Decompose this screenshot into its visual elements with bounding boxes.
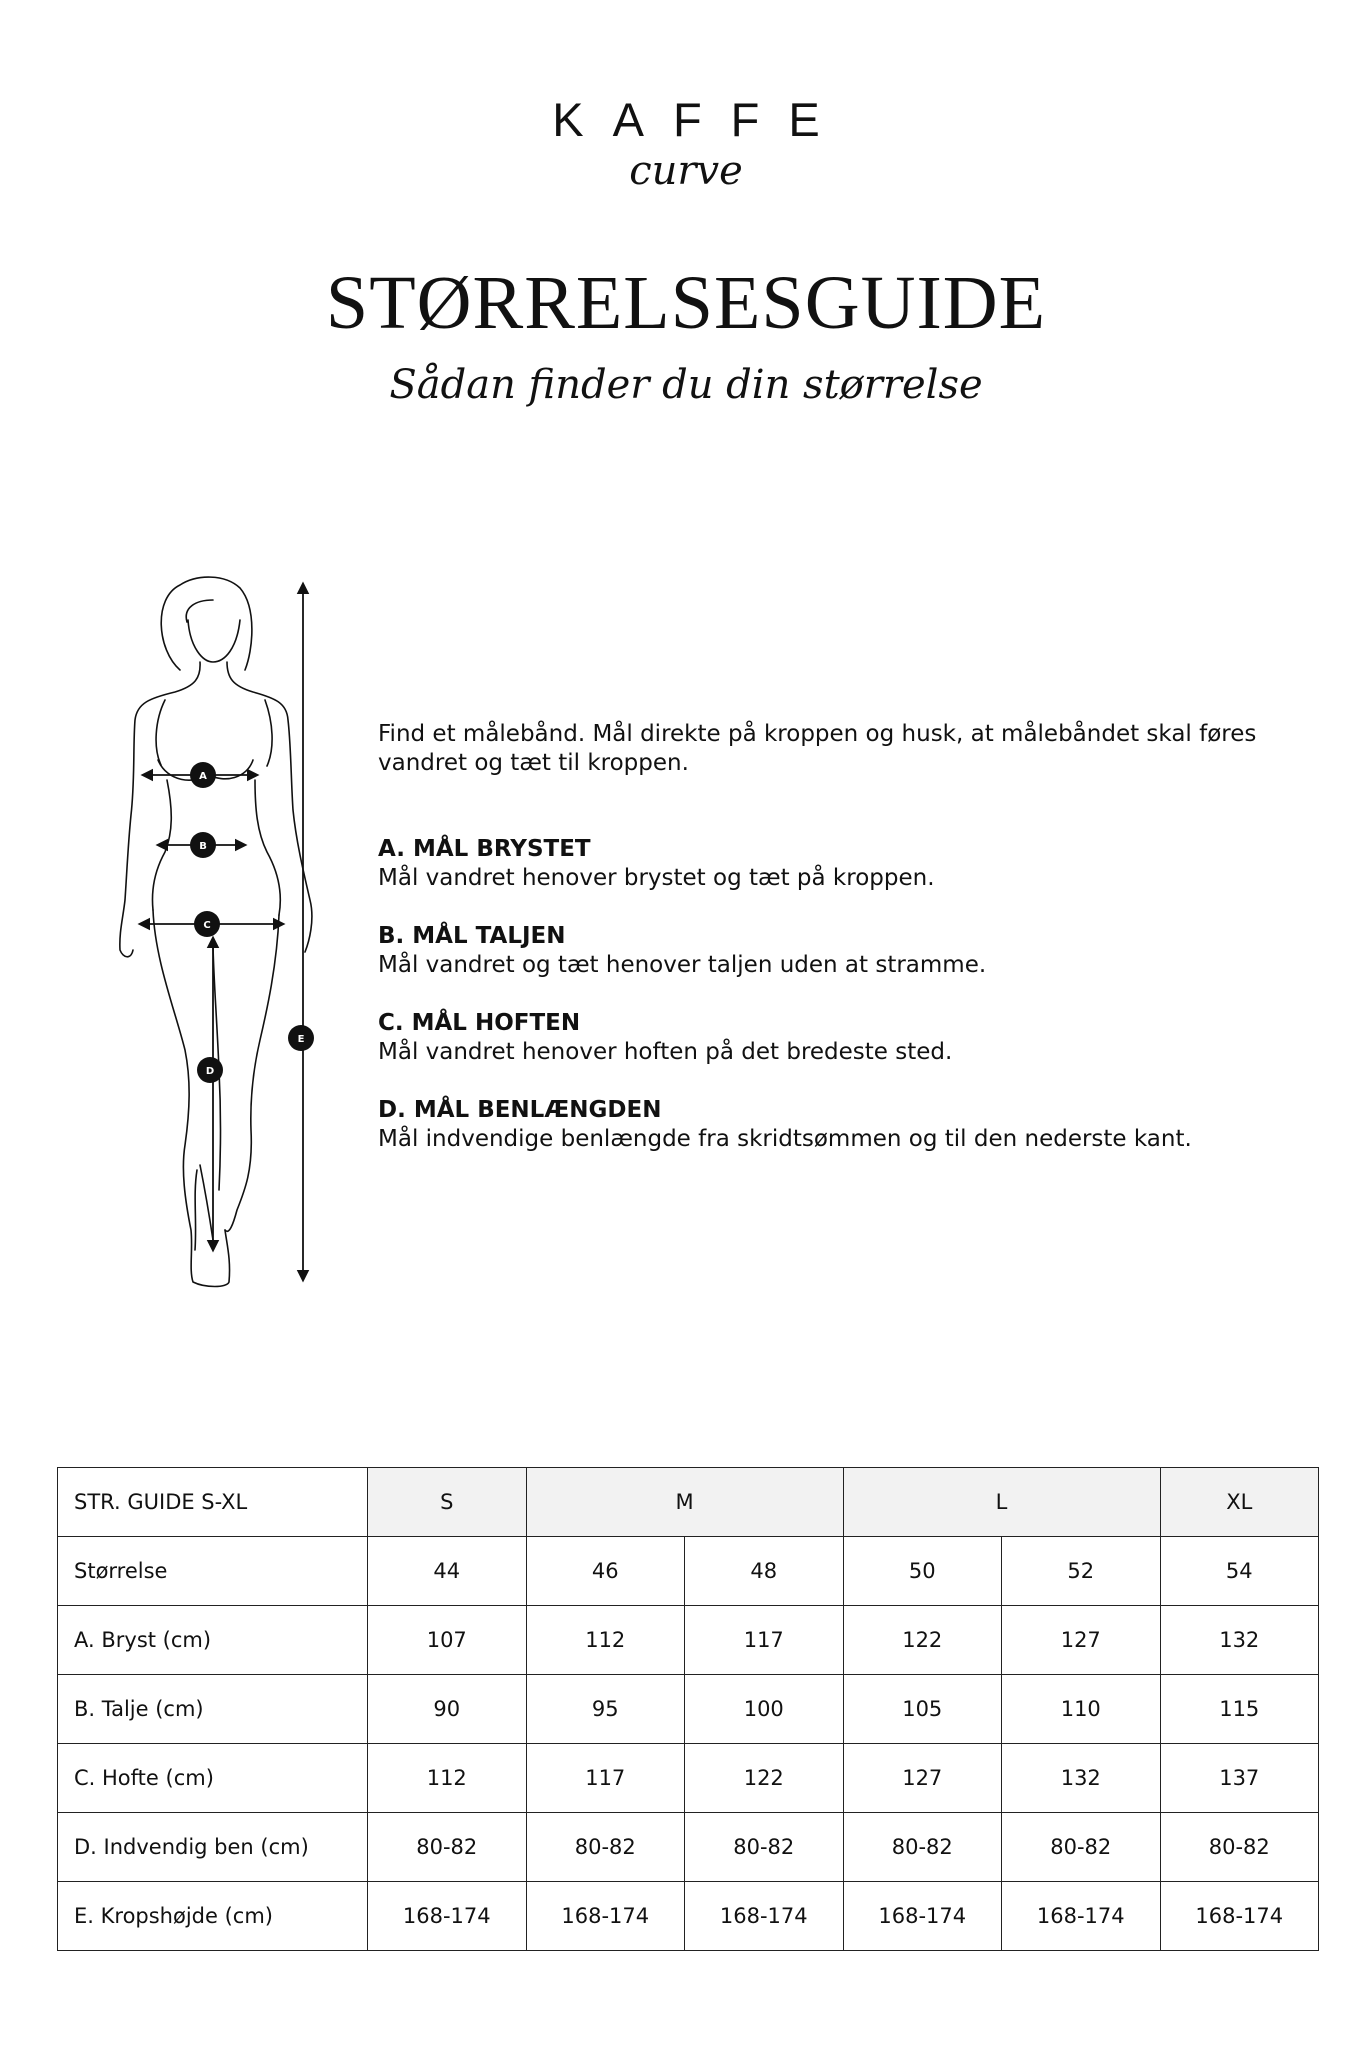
table-cell: 110 xyxy=(1002,1675,1161,1744)
step-text: Mål vandret og tæt henover taljen uden at stramme. xyxy=(378,952,987,978)
table-cell: 95 xyxy=(526,1675,685,1744)
table-cell: 50 xyxy=(843,1537,1002,1606)
table-row xyxy=(58,1537,1319,1606)
step-heading: B. MÅL TALJEN xyxy=(378,923,566,949)
svg-text:D: D xyxy=(205,1066,215,1077)
brand-sub-logo: curve xyxy=(629,148,743,194)
step-text: Mål vandret henover brystet og tæt på kroppen. xyxy=(378,865,935,891)
table-row xyxy=(58,1744,1319,1813)
marker-a xyxy=(190,762,216,788)
intro-text: Find et målebånd. Mål direkte på kroppen og husk, at målebåndet skal føres vandret og tæt til kroppen. xyxy=(378,721,1257,776)
svg-text:B: B xyxy=(199,841,207,852)
table-cell: 168-174 xyxy=(843,1882,1002,1951)
row-label: B. Talje (cm) xyxy=(58,1675,368,1744)
table-cell: 80-82 xyxy=(1160,1813,1319,1882)
row-label: C. Hofte (cm) xyxy=(58,1744,368,1813)
size-header-m: M xyxy=(526,1468,843,1537)
table-cell: 80-82 xyxy=(685,1813,844,1882)
table-cell: 122 xyxy=(685,1744,844,1813)
brand-logo: KAFFE xyxy=(552,93,849,146)
table-cell: 107 xyxy=(368,1606,527,1675)
table-cell: 117 xyxy=(526,1744,685,1813)
table-cell: 48 xyxy=(685,1537,844,1606)
marker-e xyxy=(288,1025,314,1051)
table-row xyxy=(58,1606,1319,1675)
table-cell: 44 xyxy=(368,1537,527,1606)
table-cell: 168-174 xyxy=(685,1882,844,1951)
table-cell: 168-174 xyxy=(368,1882,527,1951)
table-corner: STR. GUIDE S-XL xyxy=(58,1468,368,1537)
svg-text:E: E xyxy=(297,1034,305,1045)
size-header-xl: XL xyxy=(1160,1468,1319,1537)
table-cell: 80-82 xyxy=(843,1813,1002,1882)
table-cell: 115 xyxy=(1160,1675,1319,1744)
table-cell: 112 xyxy=(368,1744,527,1813)
table-cell: 80-82 xyxy=(1002,1813,1161,1882)
step-heading: A. MÅL BRYSTET xyxy=(378,836,591,862)
table-cell: 127 xyxy=(1002,1606,1161,1675)
table-cell: 117 xyxy=(685,1606,844,1675)
table-cell: 54 xyxy=(1160,1537,1319,1606)
table-cell: 80-82 xyxy=(526,1813,685,1882)
table-cell: 52 xyxy=(1002,1537,1161,1606)
table-cell: 46 xyxy=(526,1537,685,1606)
body-measurement-figure xyxy=(95,570,335,1300)
table-cell: 168-174 xyxy=(1002,1882,1161,1951)
size-table xyxy=(57,1467,1319,1951)
marker-d xyxy=(197,1057,223,1083)
table-cell: 105 xyxy=(843,1675,1002,1744)
step-hip xyxy=(378,1009,1318,1067)
row-label: A. Bryst (cm) xyxy=(58,1606,368,1675)
step-bust xyxy=(378,835,1318,893)
svg-text:A: A xyxy=(199,771,207,782)
size-header-s: S xyxy=(368,1468,527,1537)
step-text: Mål vandret henover hoften på det bredeste sted. xyxy=(378,1039,953,1065)
svg-text:C: C xyxy=(203,920,211,931)
table-cell: 127 xyxy=(843,1744,1002,1813)
step-inseam xyxy=(378,1096,1318,1154)
page-title: STØRRELSESGUIDE xyxy=(325,261,1047,345)
table-cell: 132 xyxy=(1160,1606,1319,1675)
table-cell: 122 xyxy=(843,1606,1002,1675)
table-cell: 137 xyxy=(1160,1744,1319,1813)
table-cell: 132 xyxy=(1002,1744,1161,1813)
size-header-l: L xyxy=(843,1468,1160,1537)
table-row xyxy=(58,1882,1319,1951)
table-row xyxy=(58,1675,1319,1744)
row-label: E. Kropshøjde (cm) xyxy=(58,1882,368,1951)
step-heading: D. MÅL BENLÆNGDEN xyxy=(378,1097,662,1123)
marker-b xyxy=(190,832,216,858)
table-header-row xyxy=(58,1468,1319,1537)
marker-c xyxy=(194,911,220,937)
page-subtitle: Sådan finder du din størrelse xyxy=(389,362,983,408)
table-cell: 168-174 xyxy=(526,1882,685,1951)
table-row xyxy=(58,1813,1319,1882)
row-label: D. Indvendig ben (cm) xyxy=(58,1813,368,1882)
table-cell: 90 xyxy=(368,1675,527,1744)
step-heading: C. MÅL HOFTEN xyxy=(378,1010,581,1036)
table-cell: 100 xyxy=(685,1675,844,1744)
table-cell: 112 xyxy=(526,1606,685,1675)
row-label: Størrelse xyxy=(58,1537,368,1606)
step-waist xyxy=(378,922,1318,980)
table-cell: 80-82 xyxy=(368,1813,527,1882)
step-text: Mål indvendige benlængde fra skridtsømmen og til den nederste kant. xyxy=(378,1126,1192,1152)
table-cell: 168-174 xyxy=(1160,1882,1319,1951)
